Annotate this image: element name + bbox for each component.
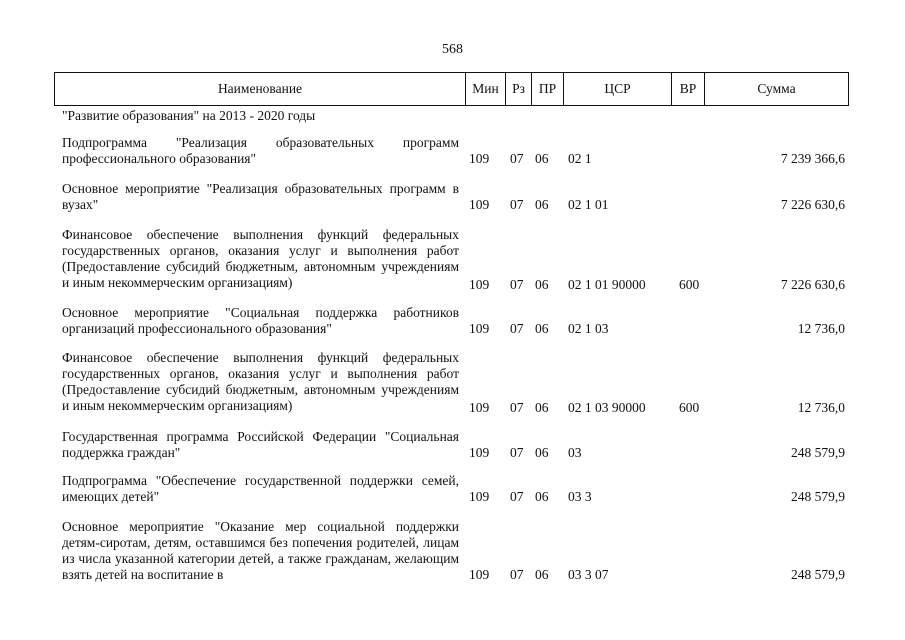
row-min: 109 xyxy=(469,151,490,166)
row-sum: 12 736,0 xyxy=(797,321,845,336)
header-min: Мин xyxy=(465,73,505,105)
row-pr: 06 xyxy=(535,400,549,415)
row-min: 109 xyxy=(469,321,490,336)
header-sum: Сумма xyxy=(704,73,848,105)
row-csr: 02 1 xyxy=(568,151,592,166)
row-name: Основное мероприятие "Оказание мер социальной поддержки детям-сиротам, детям, оставшимся без попечения родителей, лицам из числа указанной категории детей, а также гражданам, желающим взять детей на воспитание в xyxy=(62,519,459,582)
row-csr: 03 3 xyxy=(568,489,592,504)
row-csr: 03 xyxy=(568,445,582,460)
row-name: Государственная программа Российской Федерации "Социальная поддержка граждан" xyxy=(62,429,459,460)
row-vr: 600 xyxy=(679,277,700,292)
row-name: Основное мероприятие "Социальная поддержка работников организаций профессионального образования" xyxy=(62,305,459,336)
row-min: 109 xyxy=(469,445,490,460)
header-csr: ЦСР xyxy=(563,73,671,105)
page-number: 568 xyxy=(442,42,463,57)
row-csr: 02 1 03 90000 xyxy=(568,400,646,415)
row-min: 109 xyxy=(469,197,490,212)
row-sum: 248 579,9 xyxy=(791,489,845,504)
header-name: Наименование xyxy=(217,81,303,96)
row-name: Подпрограмма "Реализация образовательных программ профессионального образования" xyxy=(62,135,459,166)
row-sum: 248 579,9 xyxy=(791,445,845,460)
row-sum: 248 579,9 xyxy=(791,567,845,582)
row-rz: 07 xyxy=(510,567,524,582)
row-csr: 02 1 03 xyxy=(568,321,609,336)
row-rz: 07 xyxy=(510,277,524,292)
row-sum: 7 239 366,6 xyxy=(780,151,845,166)
row-pr: 06 xyxy=(535,567,549,582)
row-name: Подпрограмма "Обеспечение государственной поддержки семей, имеющих детей" xyxy=(62,473,459,504)
row-min: 109 xyxy=(469,489,490,504)
row-csr: 02 1 01 90000 xyxy=(568,277,646,292)
row-pr: 06 xyxy=(535,151,549,166)
header-rz: Рз xyxy=(505,73,531,105)
row-rz: 07 xyxy=(510,445,524,460)
row-rz: 07 xyxy=(510,400,524,415)
row-sum: 7 226 630,6 xyxy=(780,197,845,212)
row-sum: 7 226 630,6 xyxy=(780,277,845,292)
row-csr: 02 1 01 xyxy=(568,197,609,212)
row-pr: 06 xyxy=(535,197,549,212)
row-pr: 06 xyxy=(535,445,549,460)
row-vr: 600 xyxy=(679,400,700,415)
row-rz: 07 xyxy=(510,489,524,504)
row-min: 109 xyxy=(469,567,490,582)
row-pr: 06 xyxy=(535,277,549,292)
row-name: Основное мероприятие "Реализация образовательных программ в вузах" xyxy=(62,181,459,212)
row-rz: 07 xyxy=(510,321,524,336)
row-rz: 07 xyxy=(510,151,524,166)
row-pr: 06 xyxy=(535,321,549,336)
row-rz: 07 xyxy=(510,197,524,212)
row-csr: 03 3 07 xyxy=(568,567,609,582)
row-min: 109 xyxy=(469,277,490,292)
header-vr: ВР xyxy=(671,73,704,105)
row-min: 109 xyxy=(469,400,490,415)
header-pr: ПР xyxy=(531,73,563,105)
continuation-line: "Развитие образования" на 2013 - 2020 годы xyxy=(62,108,316,123)
row-pr: 06 xyxy=(535,489,549,504)
row-name: Финансовое обеспечение выполнения функций федеральных государственных органов, оказания услуг и выполнения работ (Предоставление субсидий бюджетным, автономным учреждениям и иным некоммерческим организациям) xyxy=(62,350,459,413)
row-sum: 12 736,0 xyxy=(797,400,845,415)
row-name: Финансовое обеспечение выполнения функций федеральных государственных органов, оказания услуг и выполнения работ (Предоставление субсидий бюджетным, автономным учреждениям и иным некоммерческим организациям) xyxy=(62,227,459,290)
table-header xyxy=(54,72,849,106)
